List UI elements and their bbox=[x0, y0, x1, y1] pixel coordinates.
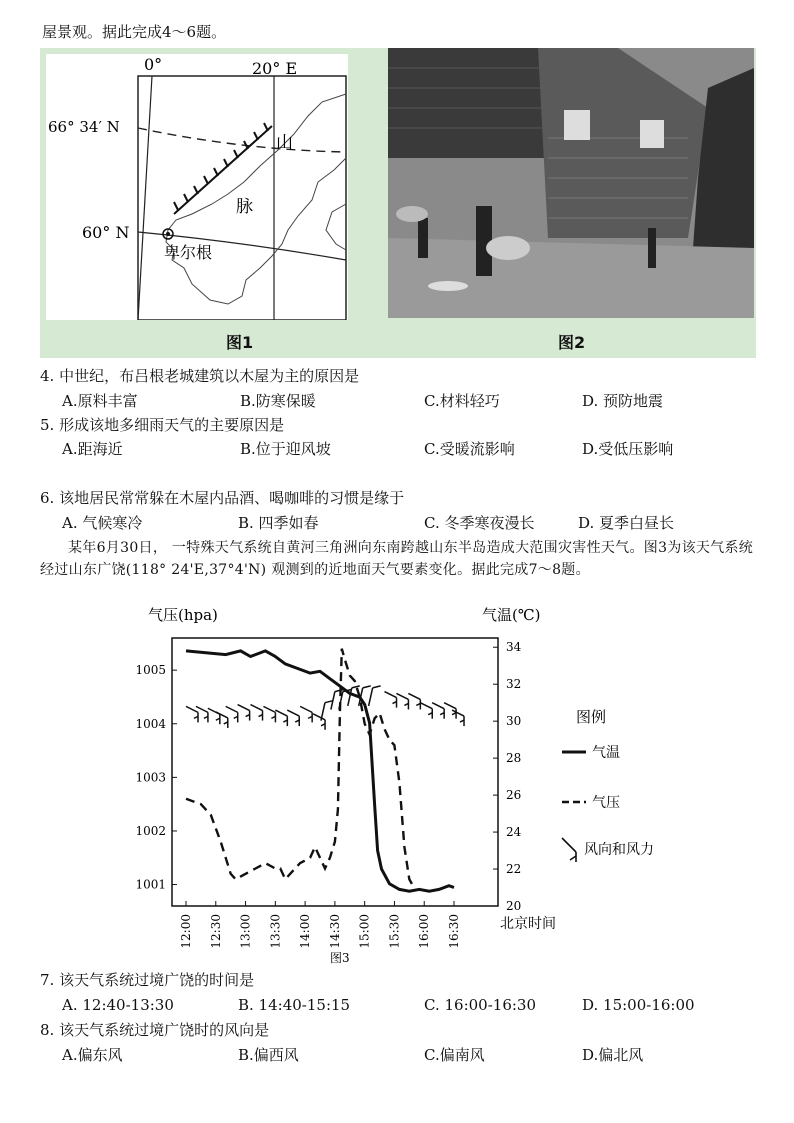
chart-svg bbox=[120, 606, 665, 966]
legend-label-pressure: 气压 bbox=[592, 795, 620, 811]
q5-option-c: C.受暖流影响 bbox=[424, 440, 515, 458]
wind-barb bbox=[452, 710, 464, 726]
q6-option-b: B. 四季如春 bbox=[238, 514, 319, 532]
q5-option-b: B.位于迎风坡 bbox=[240, 440, 331, 458]
legend-label-temp: 气温 bbox=[592, 745, 620, 761]
legend-title: 图例 bbox=[576, 708, 607, 726]
q4-option-a: A.原料丰富 bbox=[62, 392, 138, 410]
q8-option-d: D.偏北风 bbox=[582, 1046, 644, 1064]
wind-barb bbox=[300, 706, 312, 722]
q7-option-c: C. 16:00-16:30 bbox=[424, 996, 537, 1014]
y-left-tick-label: 1003 bbox=[135, 770, 166, 785]
x-tick-label: 12:30 bbox=[208, 914, 223, 949]
context-paragraph: 某年6月30日， 一特殊天气系统自黄河三角洲向东南跨越山东半岛造成大范围灾害性天气。图3为该天气系统经过山东广饶(118° 24'E,37°4'N) 观测到的近地面天气要素变化。据此完成7～8题。 bbox=[40, 540, 754, 578]
person-1 bbox=[418, 218, 428, 258]
y-right-tick-label: 24 bbox=[506, 825, 522, 840]
label-mountain-1: 山 bbox=[276, 133, 293, 153]
figure2-photo bbox=[388, 48, 754, 318]
y-right-tick-label: 28 bbox=[506, 751, 522, 766]
x-tick-label: 16:00 bbox=[417, 914, 432, 949]
figure3-chart bbox=[120, 606, 665, 966]
y-right-tick-label: 34 bbox=[506, 640, 522, 655]
x-axis-label: 北京时间 bbox=[500, 916, 556, 932]
x-tick-label: 15:30 bbox=[387, 914, 402, 949]
x-tick-label: 13:00 bbox=[238, 914, 253, 949]
map-svg bbox=[46, 54, 348, 320]
q6-option-c: C. 冬季寒夜漫长 bbox=[424, 514, 535, 532]
legend-swatch-barb bbox=[562, 838, 576, 862]
window-2 bbox=[640, 120, 664, 148]
q7-option-d: D. 15:00-16:00 bbox=[582, 996, 695, 1014]
wind-barb bbox=[263, 706, 275, 722]
wind-barb bbox=[287, 710, 299, 726]
question-6-stem: 6. 该地居民常常躲在木屋内品酒、喝咖啡的习惯是缘于 bbox=[40, 489, 405, 507]
question-4-stem: 4. 中世纪，布吕根老城建筑以木屋为主的原因是 bbox=[40, 367, 360, 385]
plot-frame bbox=[172, 638, 498, 906]
q6-option-d: D. 夏季白昼长 bbox=[578, 514, 675, 532]
label-mountain-2: 脉 bbox=[236, 197, 253, 217]
y-left-tick-label: 1001 bbox=[135, 877, 166, 892]
label-lon-0: 0° bbox=[144, 55, 163, 74]
q4-option-c: C.材料轻巧 bbox=[424, 392, 500, 410]
y-right-tick-label: 32 bbox=[506, 677, 522, 692]
q4-option-b: B.防寒保暖 bbox=[240, 392, 316, 410]
y-right-label: 气温(℃) bbox=[482, 606, 541, 624]
q8-option-a: A.偏东风 bbox=[62, 1046, 123, 1064]
label-lat-arctic: 66° 34′ N bbox=[48, 118, 120, 136]
table-icon bbox=[428, 281, 468, 291]
y-right-tick-label: 22 bbox=[506, 862, 522, 877]
umbrella-icon-2 bbox=[396, 206, 428, 222]
y-right-tick-label: 20 bbox=[506, 899, 522, 913]
window-1 bbox=[564, 110, 590, 140]
label-lon-20e: 20° E bbox=[252, 59, 298, 78]
person-2 bbox=[476, 206, 492, 276]
q7-option-a: A. 12:40-13:30 bbox=[62, 996, 174, 1014]
photo-svg bbox=[388, 48, 754, 318]
q7-option-b: B. 14:40-15:15 bbox=[238, 996, 351, 1014]
wind-barb bbox=[432, 703, 444, 719]
question-8-stem: 8. 该天气系统过境广饶时的风向是 bbox=[40, 1021, 270, 1039]
y-left-tick-label: 1005 bbox=[135, 663, 166, 678]
umbrella-icon bbox=[486, 236, 530, 260]
q4-option-d: D. 预防地震 bbox=[582, 392, 664, 410]
wind-barb bbox=[385, 692, 397, 708]
wind-barb bbox=[408, 693, 420, 709]
wind-barb bbox=[186, 706, 198, 722]
map-background bbox=[46, 54, 348, 320]
figure1-map bbox=[46, 54, 348, 320]
wind-barb bbox=[238, 705, 250, 721]
question-7-stem: 7. 该天气系统过境广饶的时间是 bbox=[40, 971, 255, 989]
q8-option-b: B.偏西风 bbox=[238, 1046, 299, 1064]
wind-barb bbox=[396, 693, 408, 709]
label-lat-60: 60° N bbox=[82, 223, 130, 242]
q6-option-a: A. 气候寒冷 bbox=[62, 514, 143, 532]
y-right-tick-label: 30 bbox=[506, 714, 522, 729]
q8-option-c: C.偏南风 bbox=[424, 1046, 485, 1064]
question-5-stem: 5. 形成该地多细雨天气的主要原因是 bbox=[40, 416, 285, 434]
wind-barb bbox=[420, 703, 432, 719]
q5-option-a: A.距海近 bbox=[62, 440, 123, 458]
y-left-tick-label: 1004 bbox=[135, 716, 166, 731]
wind-barb bbox=[208, 708, 220, 724]
legend-label-wind: 风向和风力 bbox=[584, 842, 654, 858]
x-tick-label: 15:00 bbox=[357, 914, 372, 949]
y-left-tick-label: 1002 bbox=[135, 823, 166, 838]
wind-barb bbox=[321, 701, 333, 721]
chart-title: 图3 bbox=[330, 951, 350, 965]
x-tick-label: 12:00 bbox=[179, 914, 193, 949]
person-3 bbox=[648, 228, 656, 268]
x-tick-label: 14:30 bbox=[327, 914, 342, 949]
figure2-caption: 图2 bbox=[558, 333, 586, 352]
wind-barb bbox=[369, 686, 381, 706]
figure1-caption: 图1 bbox=[226, 333, 254, 352]
x-tick-label: 13:30 bbox=[268, 914, 283, 949]
wet-ground bbox=[388, 238, 754, 318]
y-left-label: 气压(hpa) bbox=[148, 606, 218, 624]
wind-barb bbox=[275, 710, 287, 726]
wind-barb bbox=[313, 714, 325, 730]
q5-option-d: D.受低压影响 bbox=[582, 440, 674, 458]
city-marker-dot bbox=[166, 232, 170, 236]
left-roof bbox=[388, 48, 558, 158]
intro-line: 屋景观。据此完成4～6题。 bbox=[42, 23, 227, 41]
x-tick-label: 16:30 bbox=[447, 914, 461, 949]
y-right-tick-label: 26 bbox=[506, 788, 522, 803]
label-city: 卑尔根 bbox=[164, 243, 213, 262]
wind-barb bbox=[251, 705, 263, 721]
x-tick-label: 14:00 bbox=[298, 914, 313, 949]
